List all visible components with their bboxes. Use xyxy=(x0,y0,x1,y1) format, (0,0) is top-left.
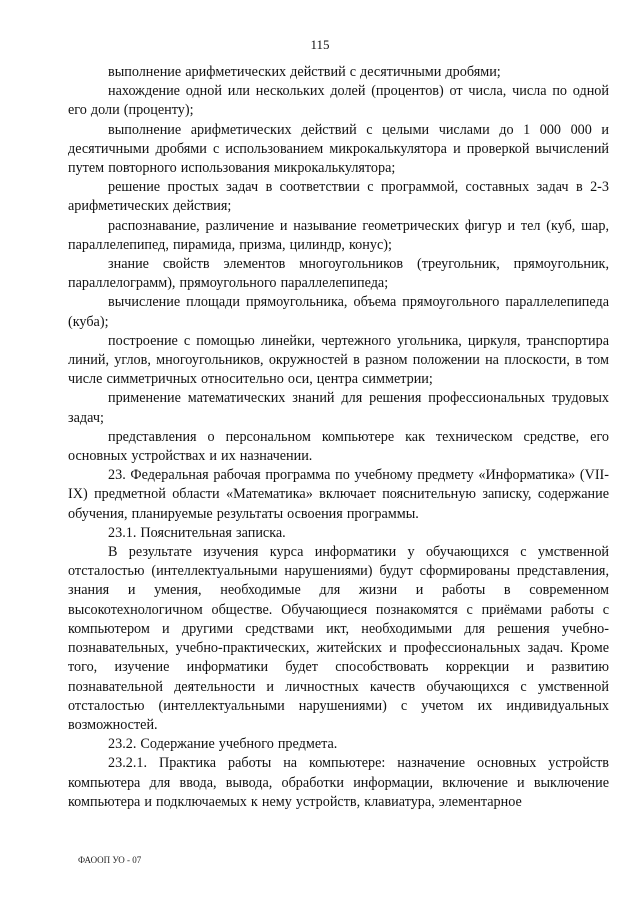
list-item: построение с помощью линейки, чертежного угольника, циркуля, транспортира линий, углов, многоугольников, окружностей в разном положении на плоскости, в том числе симметричных относительно оси, центра симметрии; xyxy=(68,332,609,388)
explanatory-note-paragraph: В результате изучения курса информатики у обучающихся с умственной отсталостью (интеллектуальными нарушениями) будут сформированы представления, знания и умения, необходимые для жизни и работы в современном высокотехнологичном обществе. Обучающиеся познакомятся с приёмами работы с компьютером и другими средствами икт, необходимыми для решения учебно-познавательных, учебно-практических, житейских и профессиональных задач. Кроме того, изучение информатики будет способствовать коррекции и развитию познавательной деятельности и личностных качеств обучающихся с умственной отсталостью (интеллектуальными нарушениями) с учетом их индивидуальных возможностей. xyxy=(68,544,609,733)
section-heading-23-1: 23.1. Пояснительная записка. xyxy=(108,524,286,541)
list-item: вычисление площади прямоугольника, объема прямоугольного параллелепипеда (куба); xyxy=(68,294,609,330)
list-item: выполнение арифметических действий с десятичными дробями; xyxy=(108,64,501,80)
list-item: представления о персональном компьютере как техническом средстве, его основных устройствах и их назначении. xyxy=(68,428,609,465)
section-23-paragraph: 23. Федеральная рабочая программа по учебному предмету «Информатика» (VII-IX) предметной области «Математика» включает пояснительную записку, содержание обучения, планируемые результаты освоения программы. xyxy=(68,467,609,522)
list-item: выполнение арифметических действий с целыми числами до 1 000 000 и десятичными дробями с использованием микрокалькулятора и проверкой вычислений путем повторного использования микрокалькулятора; xyxy=(68,121,609,177)
section-23-2-1-paragraph: 23.2.1. Практика работы на компьютере: назначение основных устройств компьютера для ввода, вывода, обработки информации, включение и выключение компьютера и подключаемых к нему устройств, клавиатура, элементарное xyxy=(68,755,609,810)
page-body xyxy=(68,63,609,812)
list-item: нахождение одной или нескольких долей (процентов) от числа, числа по одной его доли (проценту); xyxy=(68,83,609,119)
page-number: 115 xyxy=(310,37,330,52)
footer-document-code: ФАООП УО - 07 xyxy=(78,855,142,865)
list-item: решение простых задач в соответствии с программой, составных задач в 2-3 арифметических действия; xyxy=(68,179,609,215)
section-heading-23-2: 23.2. Содержание учебного предмета. xyxy=(108,736,338,753)
list-item: применение математических знаний для решения профессиональных трудовых задач; xyxy=(68,390,609,426)
list-item: знание свойств элементов многоугольников (треугольник, прямоугольник, параллелограмм), прямоугольного параллелепипеда; xyxy=(68,256,609,292)
list-item: распознавание, различение и называние геометрических фигур и тел (куб, шар, параллелепипед, пирамида, призма, цилиндр, конус); xyxy=(68,217,609,253)
